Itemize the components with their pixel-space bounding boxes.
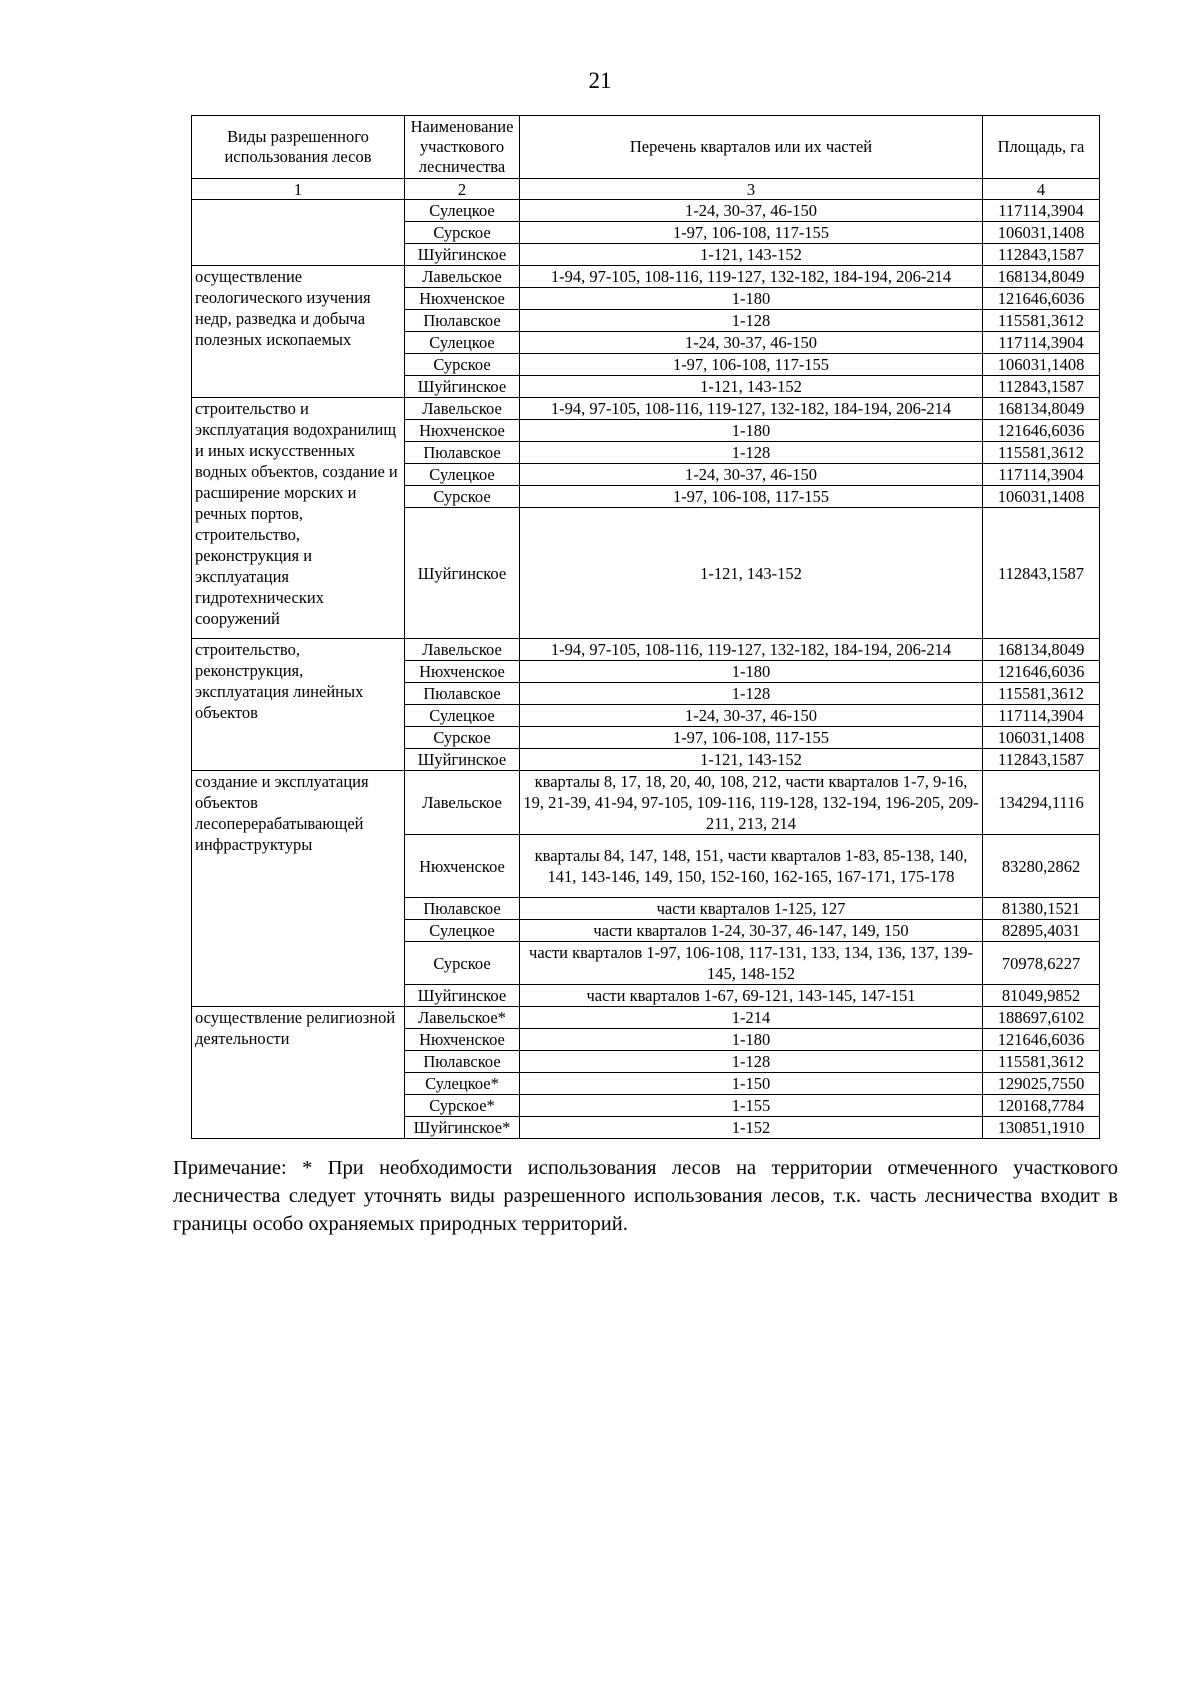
area-cell: 188697,6102 [983, 1007, 1100, 1029]
quarters-cell: 1-180 [520, 1029, 983, 1051]
area-cell: 134294,1116 [983, 771, 1100, 835]
area-cell: 168134,8049 [983, 639, 1100, 661]
area-cell: 115581,3612 [983, 310, 1100, 332]
table-column-numbers-row [192, 179, 1100, 200]
forestry-name-cell: Сулецкое [405, 200, 520, 222]
table-row [192, 398, 1100, 420]
quarters-cell: кварталы 8, 17, 18, 20, 40, 108, 212, части кварталов 1-7, 9-16, 19, 21-39, 41-94, 97-105, 109-116, 119-128, 132-194, 196-205, 209-211, 213, 214 [520, 771, 983, 835]
area-cell: 129025,7550 [983, 1073, 1100, 1095]
quarters-cell: 1-121, 143-152 [520, 376, 983, 398]
table-body [192, 200, 1100, 1139]
use-type-cell: строительство и эксплуатация водохранилищ и иных искусственных водных объектов, создание и расширение морских и речных портов, строительство, реконструкция и эксплуатация гидротехнических сооружений [192, 398, 405, 639]
quarters-cell: кварталы 84, 147, 148, 151, части кварталов 1-83, 85-138, 140, 141, 143-146, 149, 150, 152-160, 162-165, 167-171, 175-178 [520, 835, 983, 898]
quarters-cell: 1-180 [520, 288, 983, 310]
column-number: 1 [192, 179, 405, 200]
forestry-name-cell: Сулецкое* [405, 1073, 520, 1095]
forestry-name-cell: Шуйгинское [405, 376, 520, 398]
area-cell: 121646,6036 [983, 1029, 1100, 1051]
column-number: 2 [405, 179, 520, 200]
area-cell: 106031,1408 [983, 486, 1100, 508]
area-cell: 121646,6036 [983, 420, 1100, 442]
area-cell: 117114,3904 [983, 332, 1100, 354]
table-row [192, 771, 1100, 835]
footnote: Примечание: * При необходимости использования лесов на территории отмеченного участкового лесничества следует уточнять виды разрешенного использования лесов, т.к. часть лесничества входит в границы особо охраняемых природных территорий. [173, 1157, 1118, 1235]
forestry-name-cell: Нюхченское [405, 661, 520, 683]
quarters-cell: 1-24, 30-37, 46-150 [520, 464, 983, 486]
forestry-name-cell: Лавельское* [405, 1007, 520, 1029]
forestry-name-cell: Лавельское [405, 639, 520, 661]
quarters-cell: 1-94, 97-105, 108-116, 119-127, 132-182, 184-194, 206-214 [520, 639, 983, 661]
area-cell: 115581,3612 [983, 1051, 1100, 1073]
quarters-cell: 1-97, 106-108, 117-155 [520, 354, 983, 376]
quarters-cell: 1-128 [520, 683, 983, 705]
quarters-cell: 1-121, 143-152 [520, 749, 983, 771]
forestry-name-cell: Шуйгинское [405, 985, 520, 1007]
forestry-name-cell: Сулецкое [405, 920, 520, 942]
use-type-cell: осуществление религиозной деятельности [192, 1007, 405, 1139]
forestry-name-cell: Сурское [405, 486, 520, 508]
area-cell: 121646,6036 [983, 288, 1100, 310]
table-row [192, 639, 1100, 661]
quarters-cell: 1-97, 106-108, 117-155 [520, 727, 983, 749]
area-cell: 83280,2862 [983, 835, 1100, 898]
header-quarters-list: Перечень кварталов или их частей [520, 116, 983, 179]
quarters-cell: 1-180 [520, 420, 983, 442]
quarters-cell: 1-155 [520, 1095, 983, 1117]
area-cell: 117114,3904 [983, 200, 1100, 222]
quarters-cell: 1-94, 97-105, 108-116, 119-127, 132-182, 184-194, 206-214 [520, 266, 983, 288]
header-area: Площадь, га [983, 116, 1100, 179]
forestry-name-cell: Шуйгинское [405, 749, 520, 771]
quarters-cell: 1-94, 97-105, 108-116, 119-127, 132-182, 184-194, 206-214 [520, 398, 983, 420]
quarters-cell: 1-97, 106-108, 117-155 [520, 486, 983, 508]
forestry-name-cell: Сурское [405, 942, 520, 985]
quarters-cell: 1-24, 30-37, 46-150 [520, 200, 983, 222]
quarters-cell: 1-152 [520, 1117, 983, 1139]
area-cell: 168134,8049 [983, 398, 1100, 420]
forestry-name-cell: Сулецкое [405, 332, 520, 354]
quarters-cell: 1-214 [520, 1007, 983, 1029]
header-forestry-name: Наименование участкового лесничества [405, 116, 520, 179]
forestry-name-cell: Лавельское [405, 398, 520, 420]
table-header-row [192, 116, 1100, 179]
forestry-name-cell: Сурское [405, 727, 520, 749]
area-cell: 117114,3904 [983, 464, 1100, 486]
forestry-name-cell: Нюхченское [405, 288, 520, 310]
use-type-cell: осуществление геологического изучения недр, разведка и добыча полезных ископаемых [192, 266, 405, 398]
forestry-name-cell: Пюлавское [405, 310, 520, 332]
area-cell: 115581,3612 [983, 683, 1100, 705]
quarters-cell: 1-128 [520, 1051, 983, 1073]
table-row [192, 266, 1100, 288]
area-cell: 81380,1521 [983, 898, 1100, 920]
area-cell: 115581,3612 [983, 442, 1100, 464]
area-cell: 120168,7784 [983, 1095, 1100, 1117]
forestry-name-cell: Пюлавское [405, 1051, 520, 1073]
quarters-cell: части кварталов 1-24, 30-37, 46-147, 149, 150 [520, 920, 983, 942]
header-use-type: Виды разрешенного использования лесов [192, 116, 405, 179]
forestry-name-cell: Пюлавское [405, 442, 520, 464]
area-cell: 112843,1587 [983, 376, 1100, 398]
quarters-cell: 1-150 [520, 1073, 983, 1095]
quarters-cell: 1-180 [520, 661, 983, 683]
forestry-name-cell: Нюхченское [405, 1029, 520, 1051]
quarters-cell: части кварталов 1-67, 69-121, 143-145, 147-151 [520, 985, 983, 1007]
area-cell: 117114,3904 [983, 705, 1100, 727]
column-number: 3 [520, 179, 983, 200]
quarters-cell: 1-121, 143-152 [520, 508, 983, 639]
forestry-name-cell: Сулецкое [405, 464, 520, 486]
area-cell: 106031,1408 [983, 222, 1100, 244]
area-cell: 81049,9852 [983, 985, 1100, 1007]
area-cell: 70978,6227 [983, 942, 1100, 985]
table-row [192, 1007, 1100, 1029]
quarters-cell: 1-24, 30-37, 46-150 [520, 705, 983, 727]
forestry-name-cell: Пюлавское [405, 683, 520, 705]
table-row [192, 200, 1100, 222]
forestry-name-cell: Шуйгинское [405, 244, 520, 266]
page-number: 21 [588, 68, 612, 93]
forestry-name-cell: Сулецкое [405, 705, 520, 727]
forestry-name-cell: Нюхченское [405, 835, 520, 898]
area-cell: 168134,8049 [983, 266, 1100, 288]
forestry-name-cell: Лавельское [405, 266, 520, 288]
area-cell: 112843,1587 [983, 749, 1100, 771]
forestry-name-cell: Сурское* [405, 1095, 520, 1117]
forestry-name-cell: Шуйгинское* [405, 1117, 520, 1139]
quarters-cell: части кварталов 1-97, 106-108, 117-131, 133, 134, 136, 137, 139-145, 148-152 [520, 942, 983, 985]
forest-use-table [191, 115, 1100, 1139]
forestry-name-cell: Сурское [405, 354, 520, 376]
area-cell: 130851,1910 [983, 1117, 1100, 1139]
forestry-name-cell: Пюлавское [405, 898, 520, 920]
area-cell: 121646,6036 [983, 661, 1100, 683]
area-cell: 82895,4031 [983, 920, 1100, 942]
use-type-cell [192, 200, 405, 266]
area-cell: 112843,1587 [983, 508, 1100, 639]
quarters-cell: 1-128 [520, 310, 983, 332]
quarters-cell: 1-121, 143-152 [520, 244, 983, 266]
area-cell: 112843,1587 [983, 244, 1100, 266]
forestry-name-cell: Лавельское [405, 771, 520, 835]
quarters-cell: части кварталов 1-125, 127 [520, 898, 983, 920]
quarters-cell: 1-97, 106-108, 117-155 [520, 222, 983, 244]
quarters-cell: 1-24, 30-37, 46-150 [520, 332, 983, 354]
use-type-cell: создание и эксплуатация объектов лесоперерабатывающей инфраструктуры [192, 771, 405, 1007]
area-cell: 106031,1408 [983, 354, 1100, 376]
forestry-name-cell: Шуйгинское [405, 508, 520, 639]
use-type-cell: строительство, реконструкция, эксплуатация линейных объектов [192, 639, 405, 771]
quarters-cell: 1-128 [520, 442, 983, 464]
forestry-name-cell: Нюхченское [405, 420, 520, 442]
area-cell: 106031,1408 [983, 727, 1100, 749]
forestry-name-cell: Сурское [405, 222, 520, 244]
column-number: 4 [983, 179, 1100, 200]
